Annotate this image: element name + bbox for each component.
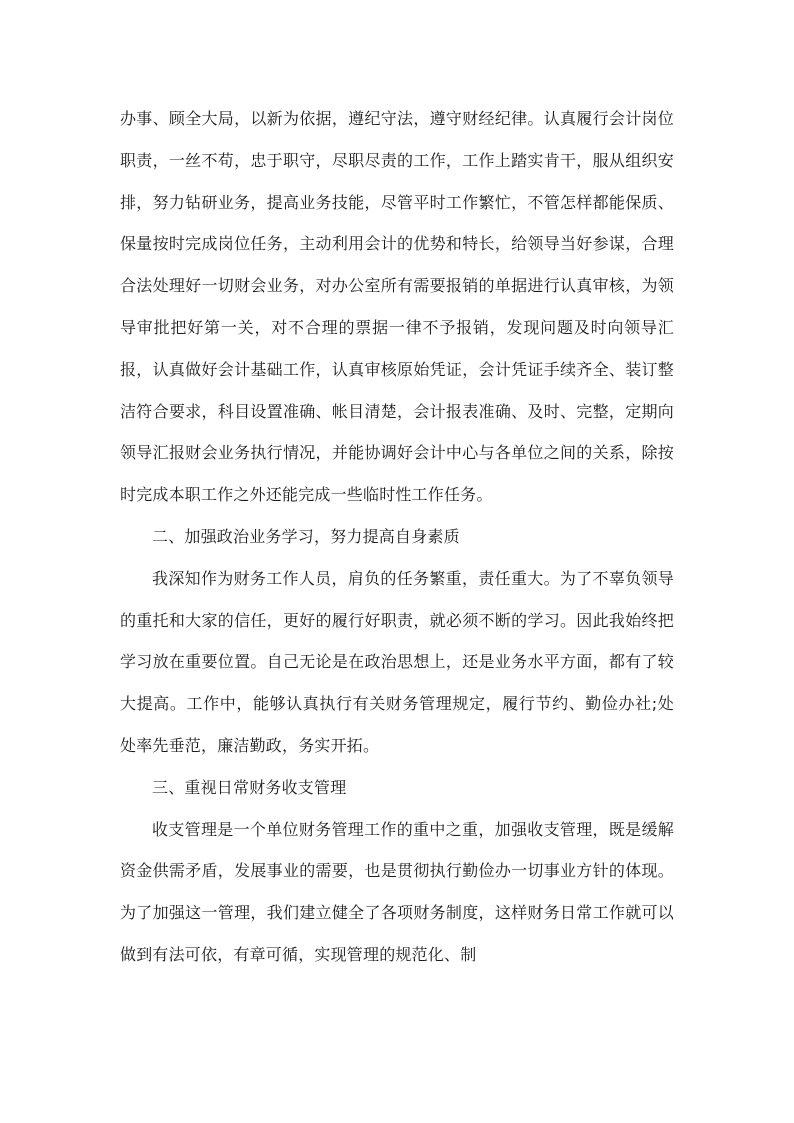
- body-paragraph: 我深知作为财务工作人员，肩负的任务繁重，责任重大。为了不辜负领导的重托和大家的信任，更好的履行好职责，就必须不断的学习。因此我始终把学习放在重要位置。自己无论是在政治思想上，还是业务水平方面，都有了较大提高。工作中，能够认真执行有关财务管理规定，履行节约、勤俭办社;处处率先垂范，廉洁勤政，务实开拓。: [120, 568, 674, 755]
- document-body: [120, 98, 674, 976]
- body-paragraph: 收支管理是一个单位财务管理工作的重中之重，加强收支管理，既是缓解资金供需矛盾，发展事业的需要，也是贯彻执行勤俭办一切事业方针的体现。为了加强这一管理，我们建立健全了各项财务制度，这样财务日常工作就可以做到有法可依，有章可循，实现管理的规范化、制: [120, 819, 674, 964]
- body-paragraph: 办事、顾全大局，以新为依据，遵纪守法，遵守财经纪律。认真履行会计岗位职责，一丝不苟，忠于职守，尽职尽责的工作，工作上踏实肯干，服从组织安排，努力钻研业务，提高业务技能，尽管平时工作繁忙，不管怎样都能保质、保量按时完成岗位任务，主动利用会计的优势和特长，给领导当好参谋，合理合法处理好一切财会业务，对办公室所有需要报销的单据进行认真审核，为领导审批把好第一关，对不合理的票据一律不予报销，发现问题及时向领导汇报，认真做好会计基础工作，认真审核原始凭证，会计凭证手续齐全、装订整洁符合要求，科目设置准确、帐目清楚，会计报表准确、及时、完整，定期向领导汇报财会业务执行情况，并能协调好会计中心与各单位之间的关系，除按时完成本职工作之外还能完成一些临时性工作任务。: [120, 109, 674, 505]
- section-heading: 二、加强政治业务学习，努力提高自身素质: [152, 526, 460, 546]
- section-heading: 三、重视日常财务收支管理: [152, 777, 347, 797]
